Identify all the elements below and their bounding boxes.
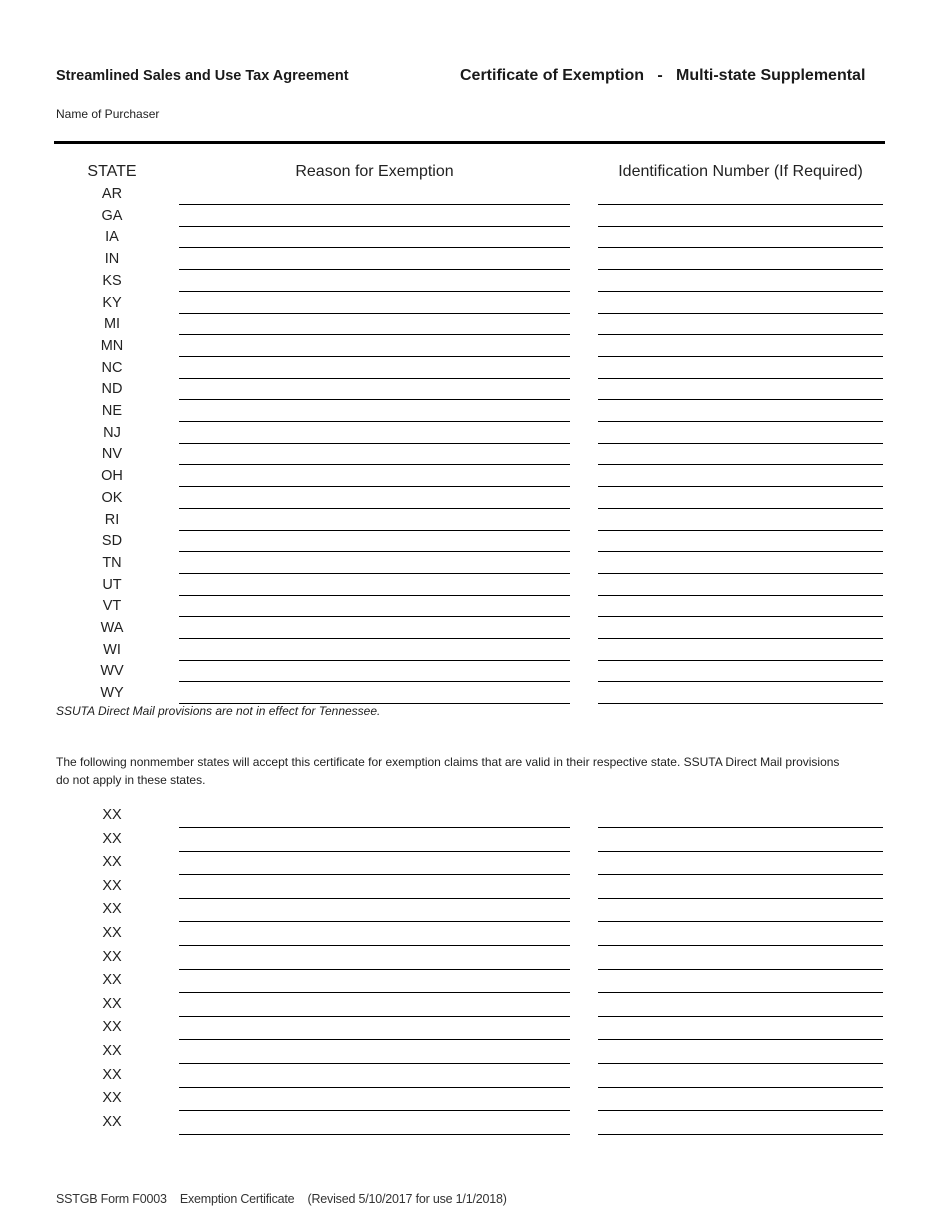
- nonmember-state-id-input[interactable]: [598, 974, 883, 993]
- member-state-state-code: NE: [101, 403, 123, 419]
- member-state-id-input[interactable]: [598, 186, 883, 205]
- nonmember-state-reason-input[interactable]: [179, 1116, 570, 1135]
- member-state-state-code: GA: [101, 207, 123, 224]
- member-state-state-code: SD: [101, 533, 123, 550]
- nonmember-state-state-code: XX: [102, 925, 122, 941]
- member-state-state-code: MN: [100, 337, 124, 354]
- member-state-id-input[interactable]: [598, 316, 883, 335]
- member-state-reason-input[interactable]: [179, 685, 570, 704]
- nonmember-state-state-code: XX: [102, 1090, 122, 1107]
- tennessee-note: SSUTA Direct Mail provisions are not in effect for Tennessee.: [56, 704, 381, 718]
- purchaser-name-input[interactable]: [56, 124, 886, 142]
- member-state-reason-input[interactable]: [179, 446, 570, 465]
- member-state-reason-input[interactable]: [179, 229, 570, 248]
- member-state-id-input[interactable]: [598, 577, 883, 596]
- purchaser-label: Name of Purchaser: [56, 107, 160, 121]
- id-column-header: Identification Number (If Required): [618, 163, 863, 180]
- nonmember-state-reason-input[interactable]: [179, 1092, 570, 1111]
- nonmember-state-reason-input[interactable]: [179, 903, 570, 922]
- member-state-id-input[interactable]: [598, 468, 883, 487]
- member-state-state-code: KY: [102, 294, 122, 311]
- member-state-id-input[interactable]: [598, 663, 883, 682]
- nonmember-state-state-code: XX: [102, 995, 122, 1012]
- member-state-id-input[interactable]: [598, 533, 883, 552]
- member-state-state-code: OK: [101, 489, 123, 506]
- member-state-reason-input[interactable]: [179, 663, 570, 682]
- member-state-reason-input[interactable]: [179, 381, 570, 400]
- agreement-title: Streamlined Sales and Use Tax Agreement: [56, 68, 349, 84]
- nonmember-state-id-input[interactable]: [598, 998, 883, 1017]
- member-state-state-code: IA: [105, 229, 119, 246]
- nonmember-state-state-code: XX: [102, 1019, 122, 1036]
- member-state-reason-input[interactable]: [179, 555, 570, 574]
- member-state-state-code: IN: [104, 251, 120, 268]
- member-state-reason-input[interactable]: [179, 338, 570, 357]
- nonmember-state-reason-input[interactable]: [179, 809, 570, 828]
- nonmember-state-state-code: XX: [102, 901, 122, 918]
- member-state-id-input[interactable]: [598, 685, 883, 704]
- member-state-state-code: MI: [103, 316, 121, 333]
- nonmember-state-state-code: XX: [102, 877, 122, 894]
- nonmember-state-reason-input[interactable]: [179, 1021, 570, 1040]
- member-state-state-code: KS: [102, 272, 122, 289]
- nonmember-state-reason-input[interactable]: [179, 951, 570, 970]
- member-state-reason-input[interactable]: [179, 251, 570, 270]
- member-state-reason-input[interactable]: [179, 208, 570, 227]
- member-state-reason-input[interactable]: [179, 425, 570, 444]
- state-column-header: STATE: [87, 163, 137, 180]
- member-state-id-input[interactable]: [598, 446, 883, 465]
- nonmember-state-reason-input[interactable]: [179, 927, 570, 946]
- member-state-id-input[interactable]: [598, 642, 883, 661]
- member-state-state-code: WV: [100, 663, 124, 680]
- member-state-id-input[interactable]: [598, 381, 883, 400]
- nonmember-state-id-input[interactable]: [598, 1092, 883, 1111]
- member-state-reason-input[interactable]: [179, 642, 570, 661]
- member-state-state-code: WA: [100, 620, 124, 636]
- member-state-state-code: AR: [101, 186, 123, 202]
- member-state-reason-input[interactable]: [179, 512, 570, 531]
- member-state-id-input[interactable]: [598, 425, 883, 444]
- member-state-id-input[interactable]: [598, 512, 883, 531]
- member-state-reason-input[interactable]: [179, 316, 570, 335]
- nonmember-state-id-input[interactable]: [598, 927, 883, 946]
- member-state-reason-input[interactable]: [179, 598, 570, 617]
- member-state-reason-input[interactable]: [179, 468, 570, 487]
- member-state-id-input[interactable]: [598, 338, 883, 357]
- nonmember-state-state-code: XX: [102, 1113, 122, 1130]
- member-state-id-input[interactable]: [598, 403, 883, 422]
- member-state-id-input[interactable]: [598, 208, 883, 227]
- member-state-reason-input[interactable]: [179, 186, 570, 205]
- nonmember-state-id-input[interactable]: [598, 833, 883, 852]
- member-state-id-input[interactable]: [598, 555, 883, 574]
- nonmember-state-id-input[interactable]: [598, 1069, 883, 1088]
- member-state-state-code: OH: [101, 468, 123, 485]
- member-state-id-input[interactable]: [598, 598, 883, 617]
- nonmember-state-id-input[interactable]: [598, 1045, 883, 1064]
- member-state-state-code: NV: [101, 446, 123, 463]
- nonmember-state-reason-input[interactable]: [179, 1045, 570, 1064]
- nonmember-state-reason-input[interactable]: [179, 880, 570, 899]
- member-state-id-input[interactable]: [598, 273, 883, 292]
- member-state-reason-input[interactable]: [179, 620, 570, 639]
- nonmember-state-state-code: XX: [102, 830, 122, 847]
- header-divider: [54, 141, 885, 144]
- member-state-state-code: NC: [101, 359, 123, 376]
- nonmember-state-id-input[interactable]: [598, 1021, 883, 1040]
- member-state-id-input[interactable]: [598, 295, 883, 314]
- nonmember-paragraph: The following nonmember states will accept this certificate for exemption claims that are valid in their respective state. SSUTA Direct Mail provisions do not apply in these states.: [56, 755, 840, 787]
- certificate-title: Certificate of Exemption - Multi-state Supplemental: [460, 67, 866, 84]
- reason-column-header: Reason for Exemption: [295, 163, 454, 180]
- nonmember-state-state-code: XX: [102, 948, 122, 965]
- member-state-reason-input[interactable]: [179, 533, 570, 552]
- member-state-state-code: TN: [102, 554, 122, 571]
- member-state-reason-input[interactable]: [179, 403, 570, 422]
- nonmember-state-id-input[interactable]: [598, 903, 883, 922]
- nonmember-state-state-code: XX: [102, 854, 122, 871]
- nonmember-state-id-input[interactable]: [598, 809, 883, 828]
- nonmember-state-state-code: XX: [102, 972, 122, 989]
- nonmember-state-reason-input[interactable]: [179, 856, 570, 875]
- member-state-reason-input[interactable]: [179, 360, 570, 379]
- form-footer: SSTGB Form F0003 Exemption Certificate (Revised 5/10/2017 for use 1/1/2018): [56, 1192, 507, 1206]
- member-state-state-code: ND: [101, 381, 123, 398]
- member-state-state-code: WI: [103, 641, 121, 658]
- member-state-reason-input[interactable]: [179, 273, 570, 292]
- nonmember-state-id-input[interactable]: [598, 856, 883, 875]
- member-state-id-input[interactable]: [598, 620, 883, 639]
- member-state-state-code: VT: [102, 598, 122, 615]
- nonmember-state-reason-input[interactable]: [179, 974, 570, 993]
- member-state-state-code: WY: [100, 685, 124, 702]
- nonmember-state-id-input[interactable]: [598, 880, 883, 899]
- member-state-state-code: UT: [102, 576, 122, 593]
- nonmember-state-state-code: XX: [102, 1043, 122, 1059]
- member-state-reason-input[interactable]: [179, 577, 570, 596]
- member-state-id-input[interactable]: [598, 251, 883, 270]
- nonmember-state-state-code: XX: [102, 1066, 122, 1083]
- member-state-state-code: NJ: [103, 424, 121, 441]
- member-state-state-code: RI: [104, 511, 120, 528]
- member-state-id-input[interactable]: [598, 360, 883, 379]
- member-state-reason-input[interactable]: [179, 490, 570, 509]
- nonmember-state-id-input[interactable]: [598, 1116, 883, 1135]
- nonmember-state-reason-input[interactable]: [179, 1069, 570, 1088]
- member-state-id-input[interactable]: [598, 229, 883, 248]
- nonmember-state-reason-input[interactable]: [179, 833, 570, 852]
- nonmember-state-id-input[interactable]: [598, 951, 883, 970]
- member-state-id-input[interactable]: [598, 490, 883, 509]
- nonmember-state-reason-input[interactable]: [179, 998, 570, 1017]
- nonmember-state-state-code: XX: [102, 807, 122, 823]
- member-state-reason-input[interactable]: [179, 295, 570, 314]
